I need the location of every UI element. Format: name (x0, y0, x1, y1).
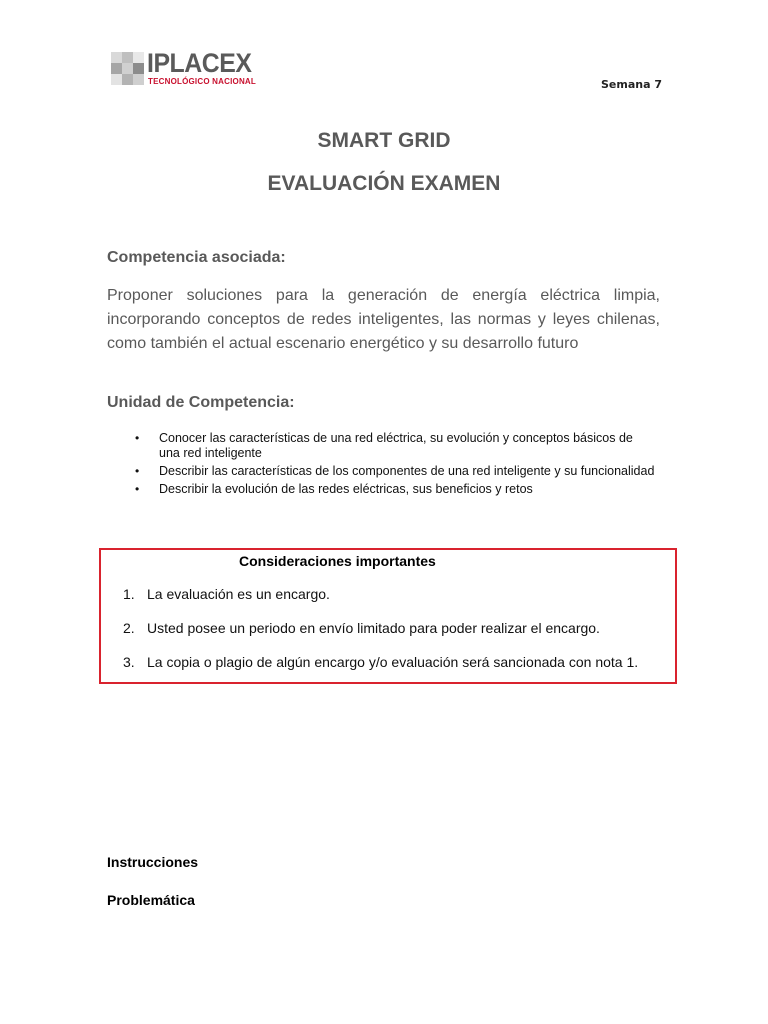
list-item (123, 586, 683, 603)
list-item-text: Usted posee un periodo en envío limitado para poder realizar el encargo. (147, 620, 600, 636)
list-item-text: La copia o plagio de algún encargo y/o evaluación será sancionada con nota 1. (147, 654, 639, 670)
item-number: 3. (123, 654, 135, 670)
assessment-title: EVALUACIÓN EXAMEN (267, 172, 501, 195)
list-item-text: Describir la evolución de las redes eléctricas, sus beneficios y retos (159, 482, 533, 496)
bullet-icon: • (135, 482, 140, 496)
competencia-heading: Competencia asociada: (107, 249, 286, 266)
list-item (135, 482, 655, 497)
iplacex-logo (111, 50, 281, 90)
instrucciones-heading: Instrucciones (107, 854, 199, 870)
list-item-text: La evaluación es un encargo. (147, 586, 330, 602)
bullet-icon: • (135, 431, 140, 445)
unidad-heading: Unidad de Competencia: (107, 394, 295, 411)
list-item (123, 654, 683, 671)
consideraciones-title: Consideraciones importantes (239, 553, 436, 569)
list-item (135, 431, 655, 461)
logo-tagline: TECNOLÓGICO NACIONAL (148, 77, 256, 86)
consideraciones-box (99, 548, 677, 684)
logo-wordmark: IPLACEX (147, 48, 252, 78)
course-title: SMART GRID (317, 129, 451, 152)
item-number: 1. (123, 586, 135, 602)
consideraciones-list (123, 586, 683, 688)
list-item-text: Describir las características de los componentes de una red inteligente y su funcionalidad (159, 464, 655, 478)
competencia-text: Proponer soluciones para la generación de energía eléctrica limpia, incorporando conceptos de redes inteligentes, las normas y leyes chilenas, como también el actual escenario energético y su desarrollo futuro (107, 287, 660, 352)
unidad-list (135, 431, 655, 500)
week-label: Semana 7 (600, 78, 662, 91)
problematica-heading: Problemática (107, 892, 195, 908)
logo-mosaic-icon (111, 50, 147, 86)
bullet-icon: • (135, 464, 140, 478)
list-item (135, 464, 655, 479)
list-item-text: Conocer las características de una red eléctrica, su evolución y conceptos básicos de una red inteligente (159, 431, 633, 460)
item-number: 2. (123, 620, 135, 636)
list-item (123, 620, 683, 637)
